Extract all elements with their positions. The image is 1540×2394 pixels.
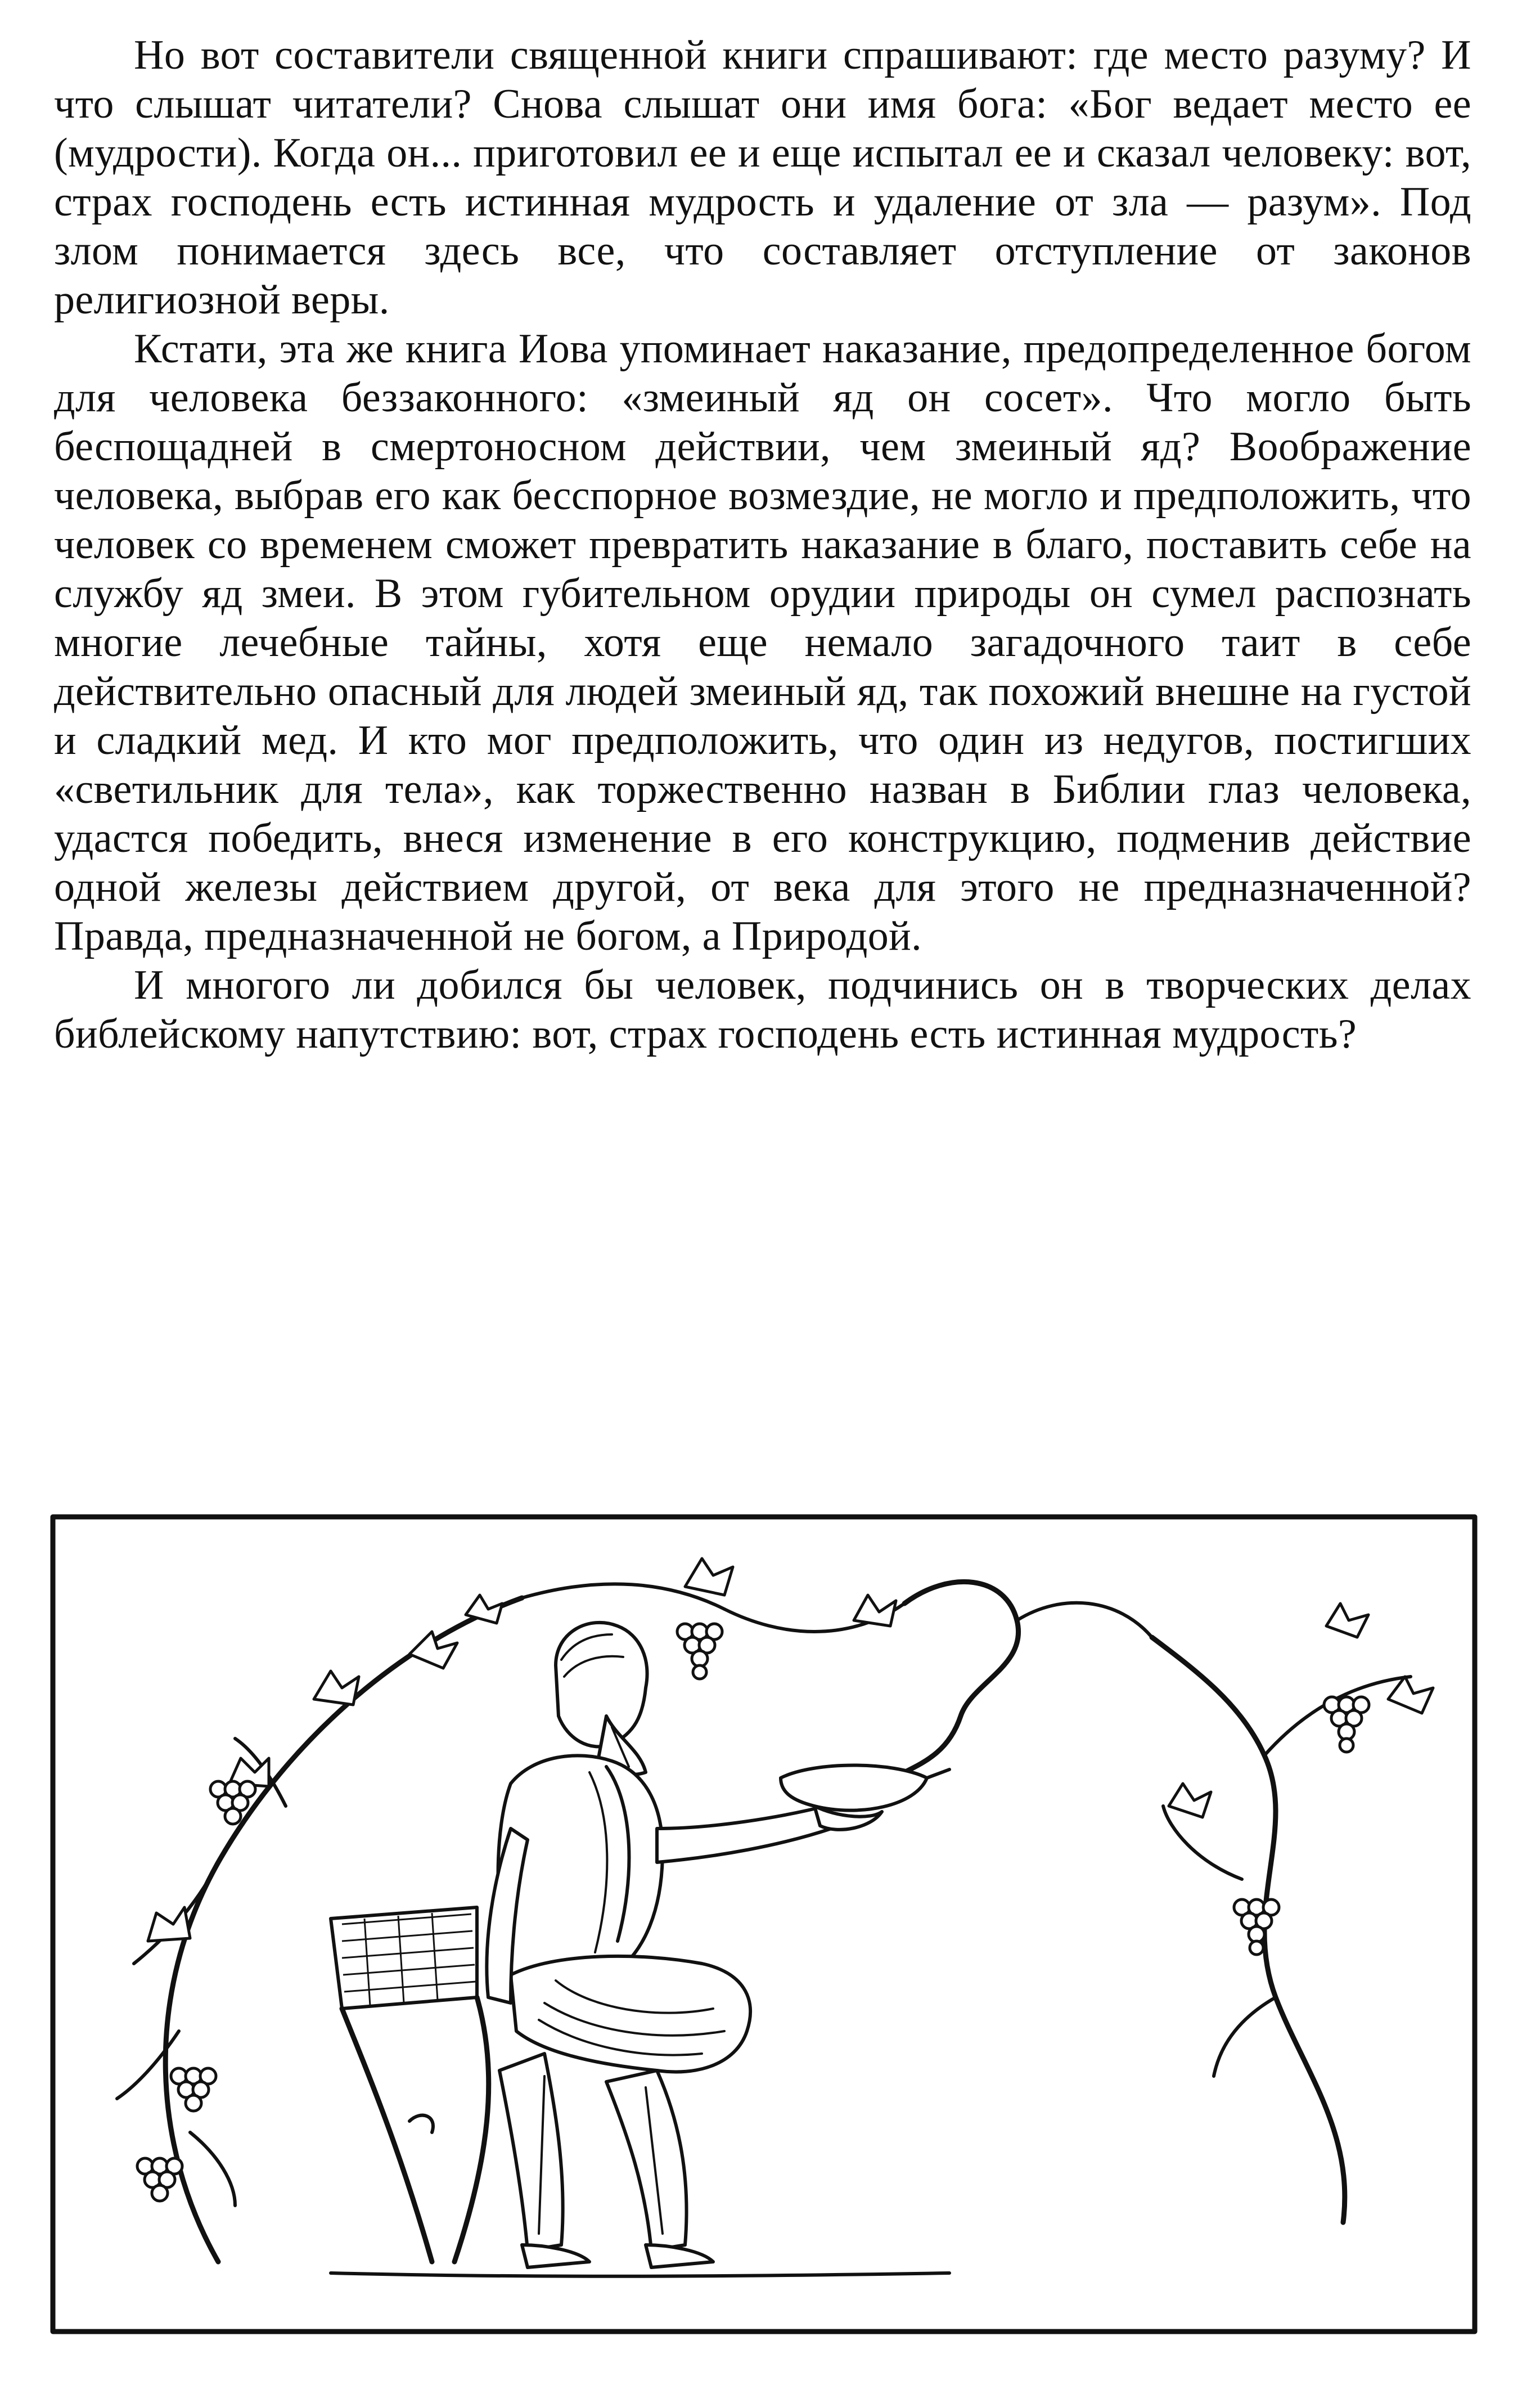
grapes-icon [137, 1624, 1369, 2201]
stool-icon [331, 1907, 489, 2262]
vine-leaves-icon [148, 1558, 1433, 1941]
page-text [54, 31, 1471, 1059]
seated-man-icon [487, 1623, 949, 2267]
paragraph-2: Кстати, эта же книга Иова упоминает наказание, предопределенное богом для человека беззаконного: «змеиный яд он сосет». Что могло быть беспощадней в смертоносном действии, чем змеиный яд? Воображение человека, выбрав его как бесспорное возмездие, не могло и предположить, что человек со временем сможет превратить наказание в благо, поставить себе на службу яд змеи. В этом губительном орудии природы он сумел распознать многие лечебные тайны, хотя еще немало загадочного таит в себе действительно опасный для людей змеиный яд, так похожий внешне на густой и сладкий мед. И кто мог предположить, что один из недугов, постигших «светильник для тела», как торжественно назван в Библии глаз человека, удастся победить, внеся изменение в его конструкцию, подменив действие одной железы действием другой, от века для этого не предназначенной? Правда, предназначенной не богом, а Природой. [54, 326, 1471, 959]
paragraph-3: И многого ли добился бы человек, подчинись он в творческих делах библейскому напутствию: вот, страх господень есть истинная мудрость? [54, 962, 1471, 1057]
illustration-man-with-serpent-icon [49, 1513, 1478, 2335]
bowl-icon [781, 1766, 927, 1811]
serpent-icon [904, 1582, 1019, 1772]
paragraph-1: Но вот составители священной книги спрашивают: где место разуму? И что слышат читатели? Снова слышат они имя бога: «Бог ведает место ее (мудрости). Когда он... приготовил ее и еще испытал ее и сказал человеку: вот, страх господень есть истинная мудрость и удаление от зла — разум». Под злом понимается здесь все, что составляет отступление от законов религиозной веры. [54, 32, 1471, 323]
